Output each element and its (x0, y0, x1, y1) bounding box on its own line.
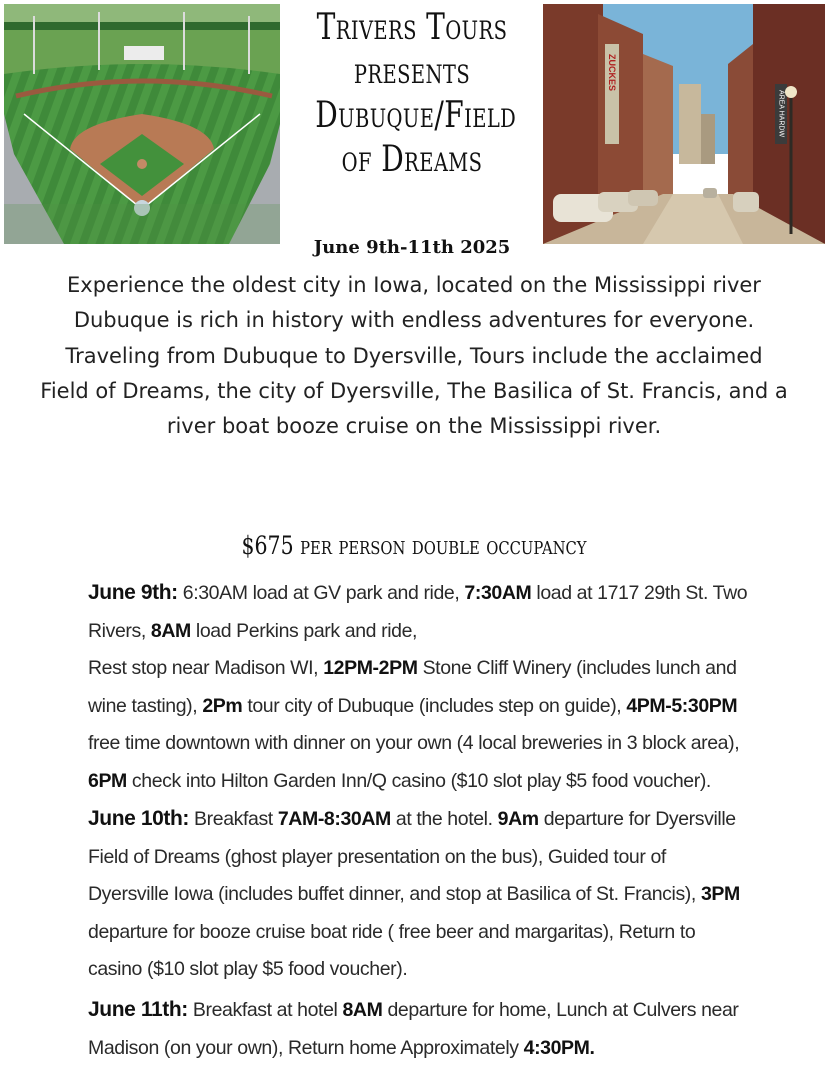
title-line-3: Dubuque/Field (315, 95, 517, 136)
vintage-street-image (543, 4, 825, 244)
schedule-time: 2Pm (202, 694, 243, 717)
schedule-time: 8AM (342, 998, 383, 1021)
area-hardware-sign-text: AREA HARDW (777, 90, 785, 138)
schedule-text: load at 1717 29th St. Two Rivers, (88, 582, 748, 642)
schedule-text: Rest stop near Madison WI, (88, 657, 324, 679)
day-june-10 (88, 800, 748, 989)
schedule-text: Breakfast at hotel (187, 998, 343, 1021)
schedule-time: 4:30PM. (523, 1037, 595, 1059)
schedule-text: departure for Dyersville Field of Dreams (ghost player presentation on the bus), Guided tour of Dyersville Iowa (includes buffet dinner, and stop at Basilica of St. Francis), (88, 808, 736, 905)
tour-dates: June 9th-11th 2025 (313, 237, 511, 258)
schedule-text: check into Hilton Garden Inn/Q casino ($10 slot play $5 food voucher). (126, 769, 711, 792)
title-line-4: of Dreams (341, 139, 483, 180)
schedule-time: 3PM (700, 883, 740, 905)
title-line-2: presents (353, 51, 471, 92)
price-heading: $675 per person double occupancy (241, 531, 587, 560)
day-label: June 9th: (88, 581, 178, 604)
schedule-text: tour city of Dubuque (includes step on guide), (242, 694, 627, 717)
day-june-9 (88, 574, 748, 800)
schedule-time: 8AM (150, 619, 191, 642)
schedule-text: at the hotel. (390, 808, 498, 830)
baseball-field-image (4, 4, 280, 244)
day-details (88, 808, 740, 980)
schedule-time: 4PM-5:30PM (626, 694, 738, 717)
zuckes-sign-text: ZUCKES (607, 54, 617, 92)
flyer-title (288, 6, 536, 182)
schedule-text: free time downtown with dinner on your own (4 local breweries in 3 block area), (88, 732, 740, 754)
itinerary (88, 574, 748, 1068)
schedule-text: departure for home, Lunch at Culvers near Madison (on your own), Return home Approximately (88, 998, 739, 1059)
intro-text (40, 268, 788, 444)
schedule-time: 12PM-2PM (323, 657, 418, 679)
schedule-text: Breakfast (189, 808, 278, 830)
dubuque-street-photo (543, 4, 825, 244)
schedule-text: load Perkins park and ride, (190, 619, 418, 642)
schedule-text: Stone Cliff Winery (includes lunch and wine tasting), (88, 657, 737, 717)
intro-paragraph-1: Experience the oldest city in Iowa, located on the Mississippi river Dubuque is rich in history with endless adventures for everyone. (67, 273, 761, 333)
schedule-time: 7AM-8:30AM (277, 808, 391, 830)
schedule-text: 6:30AM load at GV park and ride, (177, 582, 465, 604)
schedule-time: 7:30AM (464, 582, 532, 604)
day-details (88, 582, 747, 792)
title-line-1: Trivers Tours (316, 7, 508, 48)
intro-paragraph-2: Traveling from Dubuque to Dyersville, Tours include the acclaimed Field of Dreams, the city of Dyersville, The Basilica of St. Francis, and a river boat booze cruise on the Mississippi river. (40, 343, 788, 439)
day-label: June 11th: (88, 997, 188, 1021)
schedule-text: departure for booze cruise boat ride ( free beer and margaritas), Return to casino ($10 slot play $5 food voucher). (88, 920, 696, 980)
schedule-time: 9Am (497, 808, 539, 830)
schedule-time: 6PM (88, 769, 127, 792)
day-label: June 10th: (88, 807, 190, 830)
day-june-11 (88, 991, 748, 1068)
field-of-dreams-photo (4, 4, 280, 244)
